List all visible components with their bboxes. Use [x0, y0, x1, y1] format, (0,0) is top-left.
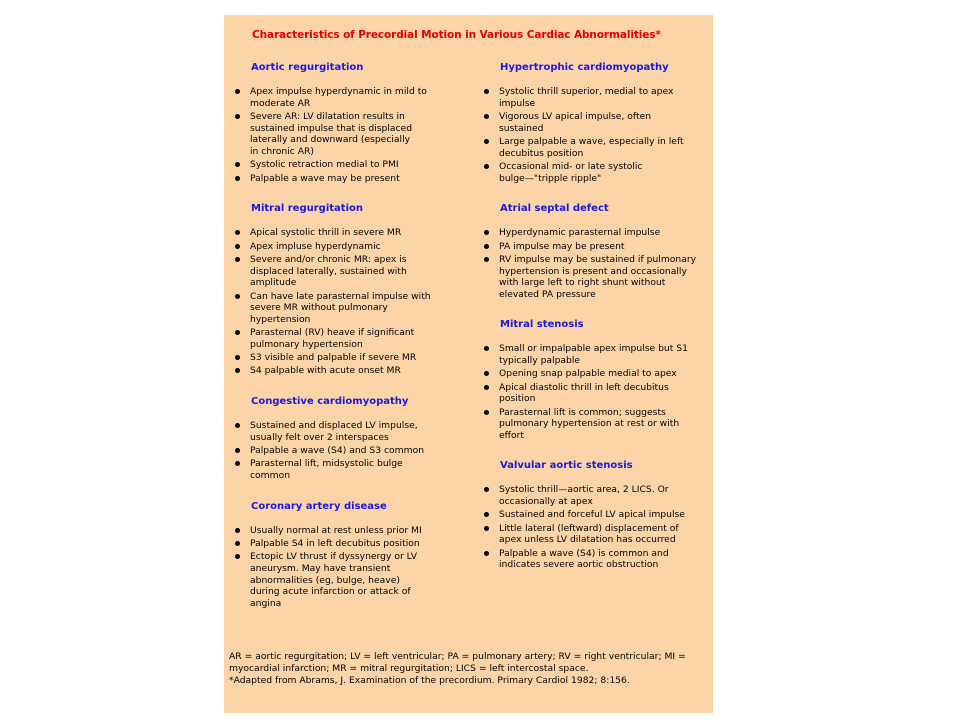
section [481, 318, 711, 441]
bullet-icon [484, 139, 489, 144]
list-item [481, 136, 711, 159]
bullet-icon [484, 257, 489, 262]
bullet-list [481, 484, 711, 571]
bullet-icon [235, 368, 240, 373]
list-item [481, 368, 711, 380]
list-item-text: Hyperdynamic parasternal impulse [499, 227, 661, 239]
list-item [481, 161, 711, 184]
list-item [232, 291, 462, 326]
source-note: *Adapted from Abrams, J. Examination of the precordium. Primary Cardiol 1982; 8:156. [229, 675, 630, 687]
right-column [481, 61, 711, 589]
list-item-text: Apex impulse hyperdynamic in mild to moderate AR [250, 86, 427, 109]
bullet-list [481, 227, 711, 300]
list-item-text: Parasternal (RV) heave if significant pulmonary hypertension [250, 327, 415, 350]
page-title: Characteristics of Precordial Motion in Various Cardiac Abnormalities* [252, 29, 661, 41]
list-item-text: Parasternal lift is common; suggests pulmonary hypertension at rest or with effort [499, 406, 680, 441]
list-item [232, 551, 462, 609]
bullet-icon [235, 330, 240, 335]
list-item-text: Palpable a wave (S4) and S3 common [250, 445, 425, 457]
section [481, 61, 711, 184]
list-item-text: Little lateral (leftward) displacement of apex unless LV dilatation has occurred [499, 522, 679, 546]
bullet-list [232, 525, 462, 610]
list-item-text: Can have late parasternal impulse with severe MR without pulmonary hypertension [250, 290, 431, 325]
list-item [481, 548, 711, 571]
list-item [481, 407, 711, 442]
bullet-list [232, 420, 462, 482]
list-item [232, 86, 462, 109]
list-item [481, 343, 711, 366]
list-item [232, 327, 462, 350]
left-column [232, 61, 462, 627]
list-item-text: Severe AR: LV dilatation results in sustained impulse that is displaced laterally and downward (especially in chronic AR) [250, 110, 413, 157]
section-heading: Congestive cardiomyopathy [251, 396, 409, 408]
section-heading: Mitral stenosis [500, 319, 584, 331]
bullet-icon [235, 162, 240, 167]
list-item-text: Sustained and forceful LV apical impulse [499, 509, 685, 521]
list-item [481, 111, 711, 134]
bullet-icon [484, 526, 489, 531]
list-item [481, 86, 711, 109]
section [481, 202, 711, 300]
bullet-icon [484, 114, 489, 119]
bullet-icon [235, 423, 240, 428]
bullet-icon [235, 257, 240, 262]
list-item-text: Sustained and displaced LV impulse, usually felt over 2 interspaces [250, 420, 418, 443]
list-item [481, 241, 711, 253]
list-item-text: RV impulse may be sustained if pulmonary hypertension is present and occasionally with large left to right shunt without elevated PA pressure [499, 253, 697, 300]
list-item [232, 365, 462, 377]
list-item-text: Usually normal at rest unless prior MI [250, 524, 422, 536]
list-item-text: Large palpable a wave, especially in left decubitus position [499, 135, 684, 159]
list-item [232, 254, 462, 289]
bullet-icon [235, 554, 240, 559]
list-item [481, 382, 711, 405]
bullet-icon [235, 461, 240, 466]
bullet-icon [235, 355, 240, 360]
list-item [232, 173, 462, 185]
bullet-icon [235, 89, 240, 94]
list-item-text: Apical systolic thrill in severe MR [250, 227, 402, 239]
section [232, 202, 462, 377]
bullet-icon [235, 230, 240, 235]
bullet-icon [484, 89, 489, 94]
bullet-icon [484, 385, 489, 390]
bullet-icon [484, 230, 489, 235]
bullet-icon [235, 176, 240, 181]
list-item [232, 159, 462, 171]
section [232, 500, 462, 610]
bullet-icon [484, 244, 489, 249]
list-item [481, 523, 711, 546]
list-item [481, 254, 711, 300]
list-item-text: Palpable S4 in left decubitus position [250, 538, 420, 549]
list-item-text: Severe and/or chronic MR: apex is displaced laterally, sustained with amplitude [250, 253, 407, 289]
bullet-icon [484, 164, 489, 169]
section-heading: Hypertrophic cardiomyopathy [500, 62, 669, 73]
list-item-text: Apex impluse hyperdynamic [250, 240, 381, 252]
list-item-text: PA impulse may be present [499, 240, 625, 252]
bullet-icon [484, 346, 489, 351]
bullet-icon [484, 487, 489, 492]
list-item-text: S4 palpable with acute onset MR [250, 365, 401, 377]
bullet-icon [484, 410, 489, 415]
bullet-icon [235, 114, 240, 119]
list-item [232, 241, 462, 253]
section [481, 459, 711, 571]
bullet-list [481, 343, 711, 441]
list-item-text: Parasternal lift, midsystolic bulge common [250, 458, 403, 482]
bullet-list [232, 227, 462, 377]
list-item [481, 509, 711, 521]
list-item-text: S3 visible and palpable if severe MR [250, 352, 417, 364]
section-heading: Coronary artery disease [251, 500, 387, 512]
list-item-text: Small or impalpable apex impulse but S1 typically palpable [499, 343, 688, 366]
bullet-icon [484, 512, 489, 517]
table-card [224, 15, 713, 713]
list-item-text: Vigorous LV apical impulse, often sustained [499, 110, 652, 134]
bullet-icon [484, 551, 489, 556]
section-heading: Aortic regurgitation [251, 62, 364, 73]
list-item-text: Systolic retraction medial to PMI [250, 159, 399, 171]
bullet-icon [235, 528, 240, 533]
list-item-text: Apical diastolic thrill in left decubitus position [499, 381, 669, 405]
list-item-text: Systolic thrill superior, medial to apex impulse [499, 86, 674, 109]
list-item [232, 227, 462, 239]
list-item [232, 420, 462, 443]
list-item-text: Palpable a wave (S4) is common and indicates severe aortic obstruction [499, 547, 669, 571]
list-item-text: Occasional mid- or late systolic bulge—"tripple ripple" [499, 160, 643, 184]
section [232, 395, 462, 482]
abbreviations-note: AR = aortic regurgitation; LV = left ventricular; PA = pulmonary artery; RV = right ventricular; MI = myocardial infarction; MR = mitral regurgitation; LICS = left intercostal space. [229, 651, 686, 675]
list-item [232, 111, 462, 157]
section-heading: Mitral regurgitation [251, 203, 363, 215]
list-item-text: Palpable a wave may be present [250, 172, 400, 184]
list-item [232, 538, 462, 550]
list-item [232, 458, 462, 481]
list-item [232, 352, 462, 364]
section [232, 61, 462, 184]
list-item [481, 484, 711, 507]
list-item [481, 227, 711, 239]
bullet-icon [235, 448, 240, 453]
bullet-icon [235, 244, 240, 249]
section-heading: Valvular aortic stenosis [500, 460, 633, 472]
bullet-list [481, 86, 711, 184]
bullet-icon [484, 371, 489, 376]
list-item [232, 445, 462, 457]
list-item [232, 525, 462, 537]
bullet-icon [235, 294, 240, 299]
footnote [229, 651, 709, 688]
list-item-text: Systolic thrill—aortic area, 2 LICS. Or occasionally at apex [499, 484, 669, 508]
bullet-icon [235, 541, 240, 546]
bullet-list [232, 86, 462, 184]
section-heading: Atrial septal defect [500, 203, 609, 215]
list-item-text: Opening snap palpable medial to apex [499, 368, 677, 380]
list-item-text: Ectopic LV thrust if dyssynergy or LV aneurysm. May have transient abnormalities (eg, bulge, heave) during acute infarction or attack of angina [250, 551, 418, 609]
